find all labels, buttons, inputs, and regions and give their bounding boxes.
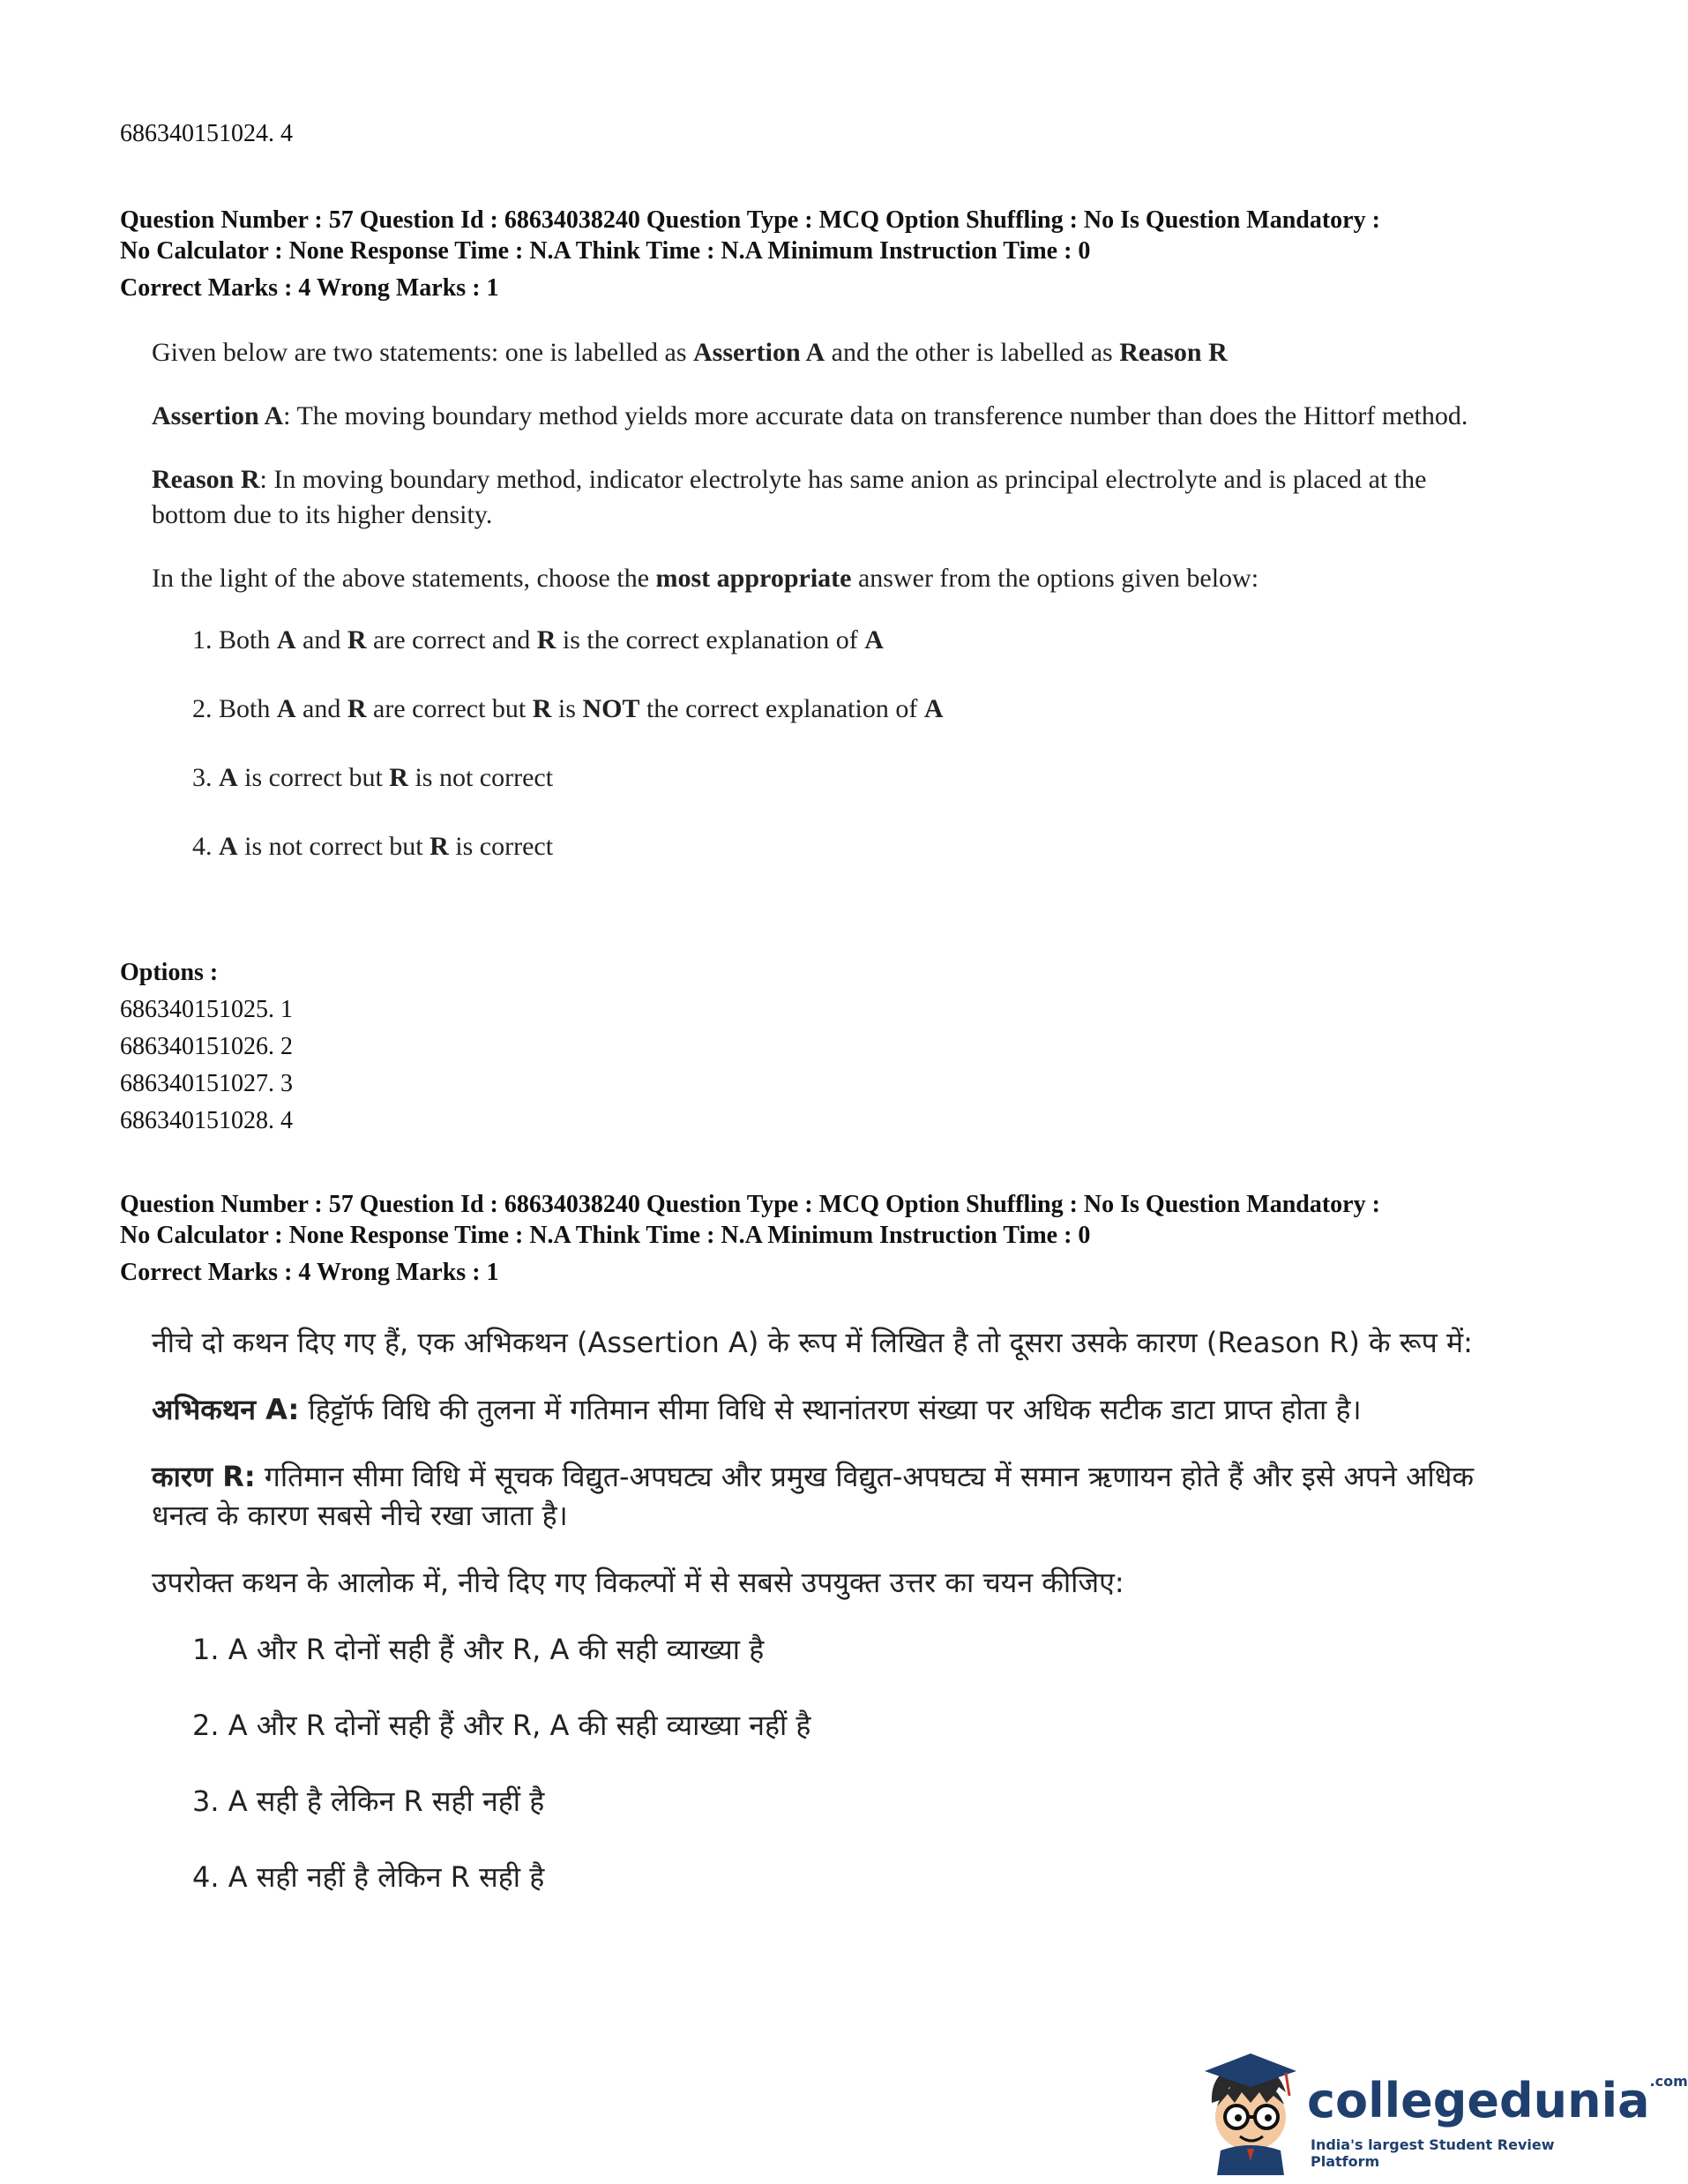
meta-line-1: Question Number : 57 Question Id : 68634038240 Question Type : MCQ Option Shuffling : No Is Question Mandatory : (120, 206, 1380, 234)
choice-2-hindi: 2. A और R दोनों सही हैं और R, A की सही व्याख्या नहीं है (192, 1709, 811, 1742)
option-item: 686340151025. 1 (120, 996, 293, 1023)
instruction-text-hindi: उपरोक्त कथन के आलोक में, नीचे दिए गए विकल्पों में से सबसे उपयुक्त उत्तर का चयन कीजिए: (152, 1566, 1124, 1599)
question-meta-english (120, 205, 1513, 303)
option-item: 686340151027. 3 (120, 1070, 293, 1097)
collegedunia-logo (1198, 2052, 1688, 2175)
options-title: Options : (120, 959, 219, 986)
assertion-statement-hindi: अभिकथन A: हिट्टॉर्फ विधि की तुलना में गतिमान सीमा विधि से स्थानांतरण संख्या पर अधिक सटीक डाटा प्राप्त होता है। (152, 1393, 1362, 1426)
intro-statement: Given below are two statements: one is labelled as Assertion A and the other is labelled as Reason R (152, 338, 1228, 367)
question-meta-hindi (120, 1189, 1513, 1288)
mascot-icon (1198, 2052, 1307, 2175)
choice-1-hindi: 1. A और R दोनों सही हैं और R, A की सही व्याख्या है (192, 1633, 765, 1666)
meta-line-2: No Calculator : None Response Time : N.A Think Time : N.A Minimum Instruction Time : 0 (120, 1222, 1091, 1249)
question-body-english (152, 335, 1492, 898)
options-list (120, 954, 293, 1140)
question-body-hindi (152, 1323, 1492, 1933)
answer-choices-hindi (152, 1630, 1492, 1896)
choice-4: 4. A is not correct but R is correct (192, 832, 554, 861)
intro-statement-hindi: नीचे दो कथन दिए गए हैं, एक अभिकथन (Assertion A) के रूप में लिखित है तो दूसरा उसके कारण (Reason R) के रूप में: (152, 1326, 1473, 1359)
option-item: 686340151028. 4 (120, 1107, 293, 1134)
answer-choices-english (152, 623, 1492, 864)
choice-3: 3. A is correct but R is not correct (192, 763, 554, 792)
meta-line-2: No Calculator : None Response Time : N.A Think Time : N.A Minimum Instruction Time : 0 (120, 237, 1091, 265)
assertion-statement: Assertion A: The moving boundary method yields more accurate data on transference number than does the Hittorf method. (152, 401, 1468, 430)
reason-statement: Reason R: In moving boundary method, indicator electrolyte has same anion as principal electrolyte and is placed at the bottom due to its higher density. (152, 465, 1427, 529)
choice-2: 2. Both A and R are correct but R is NOT the correct explanation of A (192, 694, 944, 723)
choice-3-hindi: 3. A सही है लेकिन R सही नहीं है (192, 1784, 545, 1818)
logo-wordmark: collegedunia$^{.com}$ (1307, 2073, 1688, 2128)
choice-1: 1. Both A and R are correct and R is the correct explanation of A (192, 625, 884, 654)
previous-option-line: 686340151024. 4 (120, 120, 293, 147)
instruction-text: In the light of the above statements, choose the most appropriate answer from the options given below: (152, 564, 1259, 593)
marks-line: Correct Marks : 4 Wrong Marks : 1 (120, 1259, 499, 1286)
marks-line: Correct Marks : 4 Wrong Marks : 1 (120, 274, 499, 302)
option-item: 686340151026. 2 (120, 1033, 293, 1060)
logo-tagline: India's largest Student Review Platform (1311, 2136, 1555, 2170)
meta-line-1: Question Number : 57 Question Id : 68634038240 Question Type : MCQ Option Shuffling : No Is Question Mandatory : (120, 1191, 1380, 1218)
reason-statement-hindi: कारण R: गतिमान सीमा विधि में सूचक विद्युत-अपघट्य और प्रमुख विद्युत-अपघट्य में समान ऋणायन होते हैं और इसे अपने अधिक धनत्व के कारण सबसे नीचे रखा जाता है। (152, 1460, 1475, 1532)
choice-4-hindi: 4. A सही नहीं है लेकिन R सही है (192, 1860, 545, 1894)
